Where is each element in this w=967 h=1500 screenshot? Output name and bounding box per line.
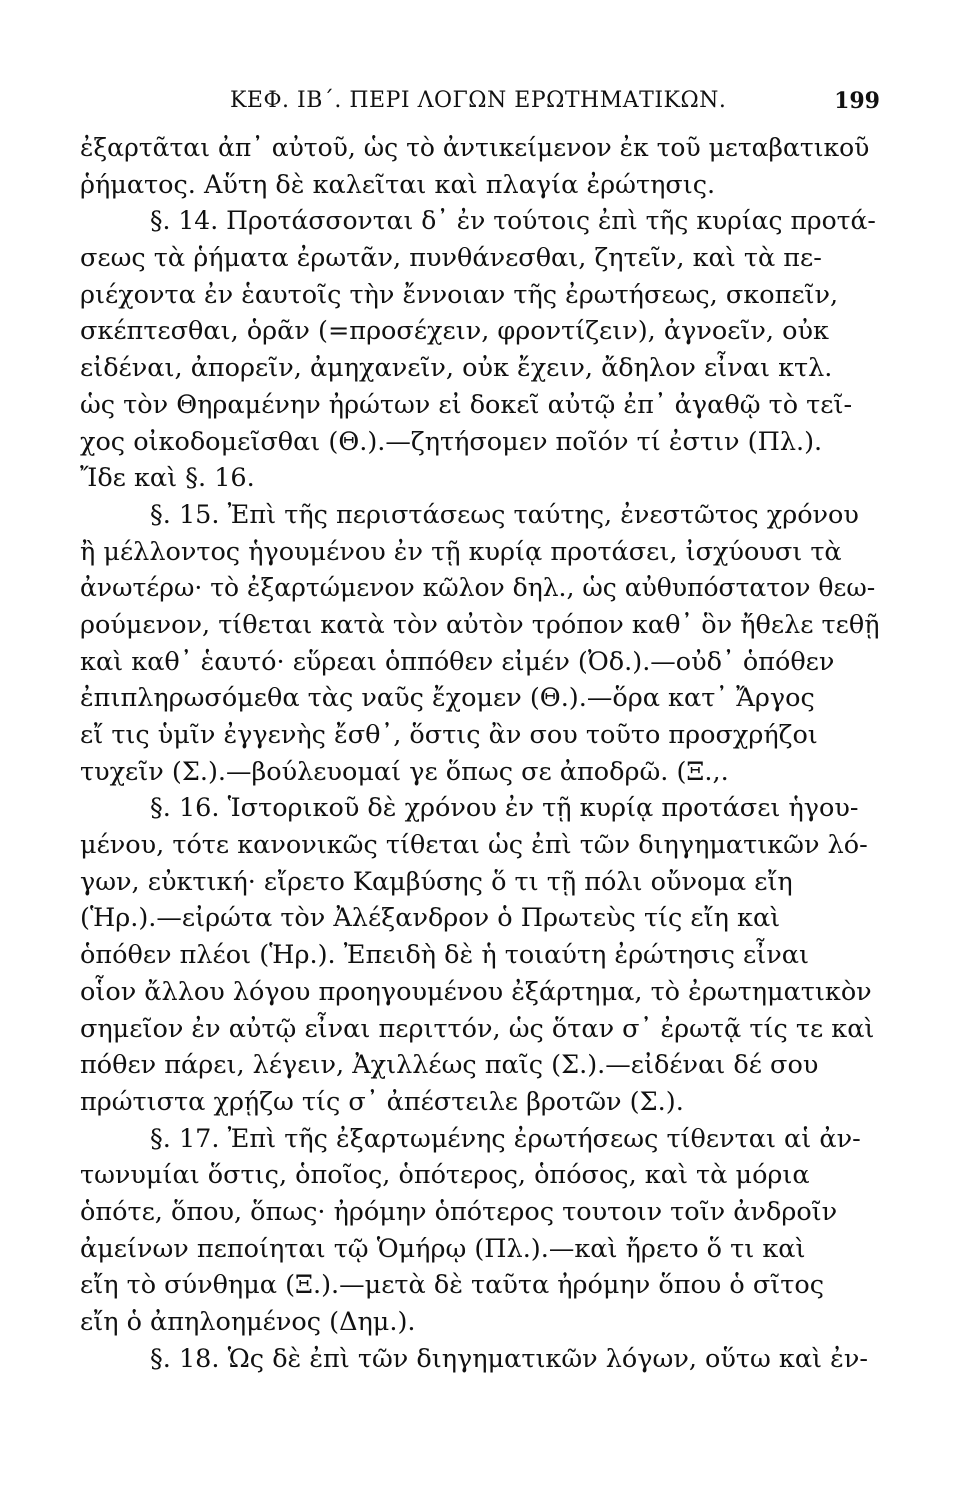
- text-line: εἴη τὸ σύνθημα (Ξ.).—μετὰ δὲ ταῦτα ἠρόμην ὅπου ὁ σῖτος: [80, 1270, 825, 1301]
- text-line: (Ἡρ.).—εἰρώτα τὸν Ἀλέξανδρον ὁ Πρωτεὺς τίς εἴη καὶ: [80, 903, 781, 934]
- text-line: ριέχοντα ἐν ἑαυτοῖς τὴν ἔννοιαν τῆς ἐρωτήσεως, σκοπεῖν,: [80, 279, 839, 310]
- text-line: Ἴδε καὶ §. 16.: [80, 463, 255, 494]
- text-line: ἐξαρτᾶται ἀπ᾽ αὐτοῦ, ὡς τὸ ἀντικείμενον ἐκ τοῦ μεταβατικοῦ: [80, 133, 870, 162]
- text-line: μένου, τότε κανονικῶς τίθεται ὡς ἐπὶ τῶν διηγηματικῶν λό-: [80, 830, 868, 861]
- text-line: οἷον ἄλλου λόγου προηγουμένου ἐξάρτημα, τὸ ἐρωτηματικὸν: [80, 976, 872, 1007]
- text-line: ὁπόθεν πλέοι (Ἡρ.). Ἐπειδὴ δὲ ἡ τοιαύτη ἐρώτησις εἶναι: [80, 940, 809, 971]
- text-line: καὶ καθ᾽ ἑαυτό· εὕρεαι ὁππόθεν εἰμέν (Ὀδ.).—οὐδ᾽ ὁπόθεν: [80, 646, 835, 677]
- text-line: σημεῖον ἐν αὐτῷ εἶναι περιττόν, ὡς ὅταν σ᾽ ἐρωτᾷ τίς τε καὶ: [80, 1013, 875, 1044]
- text-line: εἰδέναι, ἀπορεῖν, ἀμηχανεῖν, οὐκ ἔχειν, ἄδηλον εἶναι κτλ.: [80, 353, 833, 384]
- text-line: ὡς τὸν Θηραμένην ἠρώτων εἰ δοκεῖ αὐτῷ ἐπ᾽ ἀγαθῷ τὸ τεῖ-: [80, 389, 853, 420]
- running-title: ΚΕΦ. ΙΒ΄. ΠΕΡΙ ΛΟΓΩΝ ΕΡΩΤΗΜΑΤΙΚΩΝ.: [230, 88, 727, 113]
- text-line: εἴ τις ὑμῖν ἐγγενὴς ἔσθ᾽, ὅστις ἂν σου τοῦτο προσχρήζοι: [80, 720, 818, 750]
- text-line: ῥήματος. Αὕτη δὲ καλεῖται καὶ πλαγία ἐρώτησις.: [80, 169, 716, 200]
- text-line: πρώτιστα χρῄζω τίς σ᾽ ἀπέστειλε βροτῶν (Σ.).: [80, 1086, 684, 1117]
- section-17-start: §. 17. Ἐπὶ τῆς ἐξαρτωμένης ἐρωτήσεως τίθενται αἱ ἀν-: [150, 1123, 861, 1154]
- section-18-start: §. 18. Ὡς δὲ ἐπὶ τῶν διηγηματικῶν λόγων, οὕτω καὶ ἐν-: [150, 1343, 868, 1374]
- page-number: 199: [834, 88, 880, 114]
- text-line: ρούμενον, τίθεται κατὰ τὸν αὐτὸν τρόπον καθ᾽ ὃν ἤθελε τεθῇ: [80, 609, 880, 640]
- text-line: εἴη ὁ ἀπηλοημένος (Δημ.).: [80, 1307, 416, 1337]
- text-line: τωνυμίαι ὅστις, ὁποῖος, ὁπότερος, ὁπόσος, καὶ τὰ μόρια: [80, 1160, 810, 1191]
- text-line: ἀμείνων πεποίηται τῷ Ὁμήρῳ (Πλ.).—καὶ ἤρετο ὅ τι καὶ: [80, 1233, 806, 1264]
- text-line: ἢ μέλλοντος ἡγουμένου ἐν τῇ κυρίᾳ προτάσει, ἰσχύουσι τὰ: [80, 536, 842, 567]
- text-line: χος οἰκοδομεῖσθαι (Θ.).—ζητήσομεν ποῖόν τί ἐστιν (Πλ.).: [80, 426, 823, 457]
- text-line: σκέπτεσθαι, ὁρᾶν (=προσέχειν, φροντίζειν), ἀγνοεῖν, οὐκ: [80, 316, 829, 347]
- text-line: γων, εὐκτική· εἴρετο Καμβύσης ὅ τι τῇ πόλι οὔνομα εἴη: [80, 866, 793, 897]
- running-head: [80, 88, 880, 122]
- text-line: ὁπότε, ὅπου, ὅπως· ἠρόμην ὁπότερος τουτοιν τοῖν ἀνδροῖν: [80, 1196, 838, 1227]
- text-line: ἀνωτέρω· τὸ ἐξαρτώμενον κῶλον δηλ., ὡς αὐθυπόστατον θεω-: [80, 573, 876, 603]
- body-text: [80, 130, 880, 1377]
- section-16-start: §. 16. Ἱστορικοῦ δὲ χρόνου ἐν τῇ κυρίᾳ προτάσει ἡγου-: [150, 793, 859, 824]
- text-line: πόθεν πάρει, λέγειν, Ἀχιλλέως παῖς (Σ.).—εἰδέναι δέ σου: [80, 1050, 819, 1081]
- section-15-start: §. 15. Ἐπὶ τῆς περιστάσεως ταύτης, ἐνεστῶτος χρόνου: [150, 499, 859, 530]
- section-14-start: §. 14. Προτάσσονται δ᾽ ἐν τούτοις ἐπὶ τῆς κυρίας προτά-: [150, 206, 876, 236]
- text-line: ἐπιπληρωσόμεθα τὰς ναῦς ἔχομεν (Θ.).—ὅρα κατ᾽ Ἄργος: [80, 683, 815, 714]
- text-line: τυχεῖν (Σ.).—βούλευομαί γε ὅπως σε ἀποδρῶ. (Ξ.,.: [80, 756, 729, 787]
- text-line: σεως τὰ ῥήματα ἐρωτᾶν, πυνθάνεσθαι, ζητεῖν, καὶ τὰ πε-: [80, 243, 822, 274]
